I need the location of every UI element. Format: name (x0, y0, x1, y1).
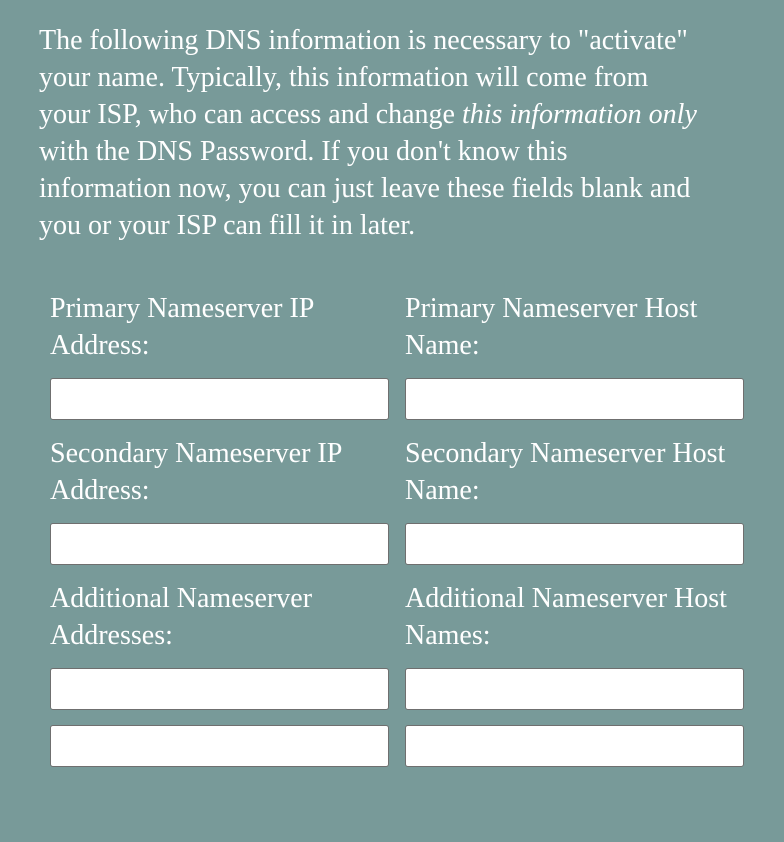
additional-ip-input-2[interactable] (50, 725, 389, 767)
primary-host-label: Primary Nameserver Host Name: (405, 293, 698, 361)
additional-ip-input-1[interactable] (50, 668, 389, 710)
additional-host-input-2[interactable] (405, 725, 744, 767)
secondary-host-label: Secondary Nameserver Host Name: (405, 438, 726, 506)
additional-host-input-1[interactable] (405, 668, 744, 710)
dns-intro-text (39, 22, 699, 244)
primary-ip-input[interactable] (50, 378, 389, 420)
secondary-ip-input[interactable] (50, 523, 389, 565)
secondary-ip-label: Secondary Nameserver IP Address: (50, 438, 342, 506)
primary-host-input[interactable] (405, 378, 744, 420)
intro-part1: The following DNS information is necessary to "activate" your name. Typically, this information will come from your ISP, who can access and change (39, 25, 688, 130)
primary-ip-label: Primary Nameserver IP Address: (50, 293, 314, 361)
additional-host-label: Additional Nameserver Host Names: (405, 583, 727, 651)
intro-part2: with the DNS Password. If you don't know this information now, you can just leave these fields blank and you or your ISP can fill it in later. (39, 136, 691, 241)
additional-ip-label: Additional Nameserver Addresses: (50, 583, 313, 651)
intro-emphasis: this information only (461, 99, 697, 130)
secondary-host-input[interactable] (405, 523, 744, 565)
